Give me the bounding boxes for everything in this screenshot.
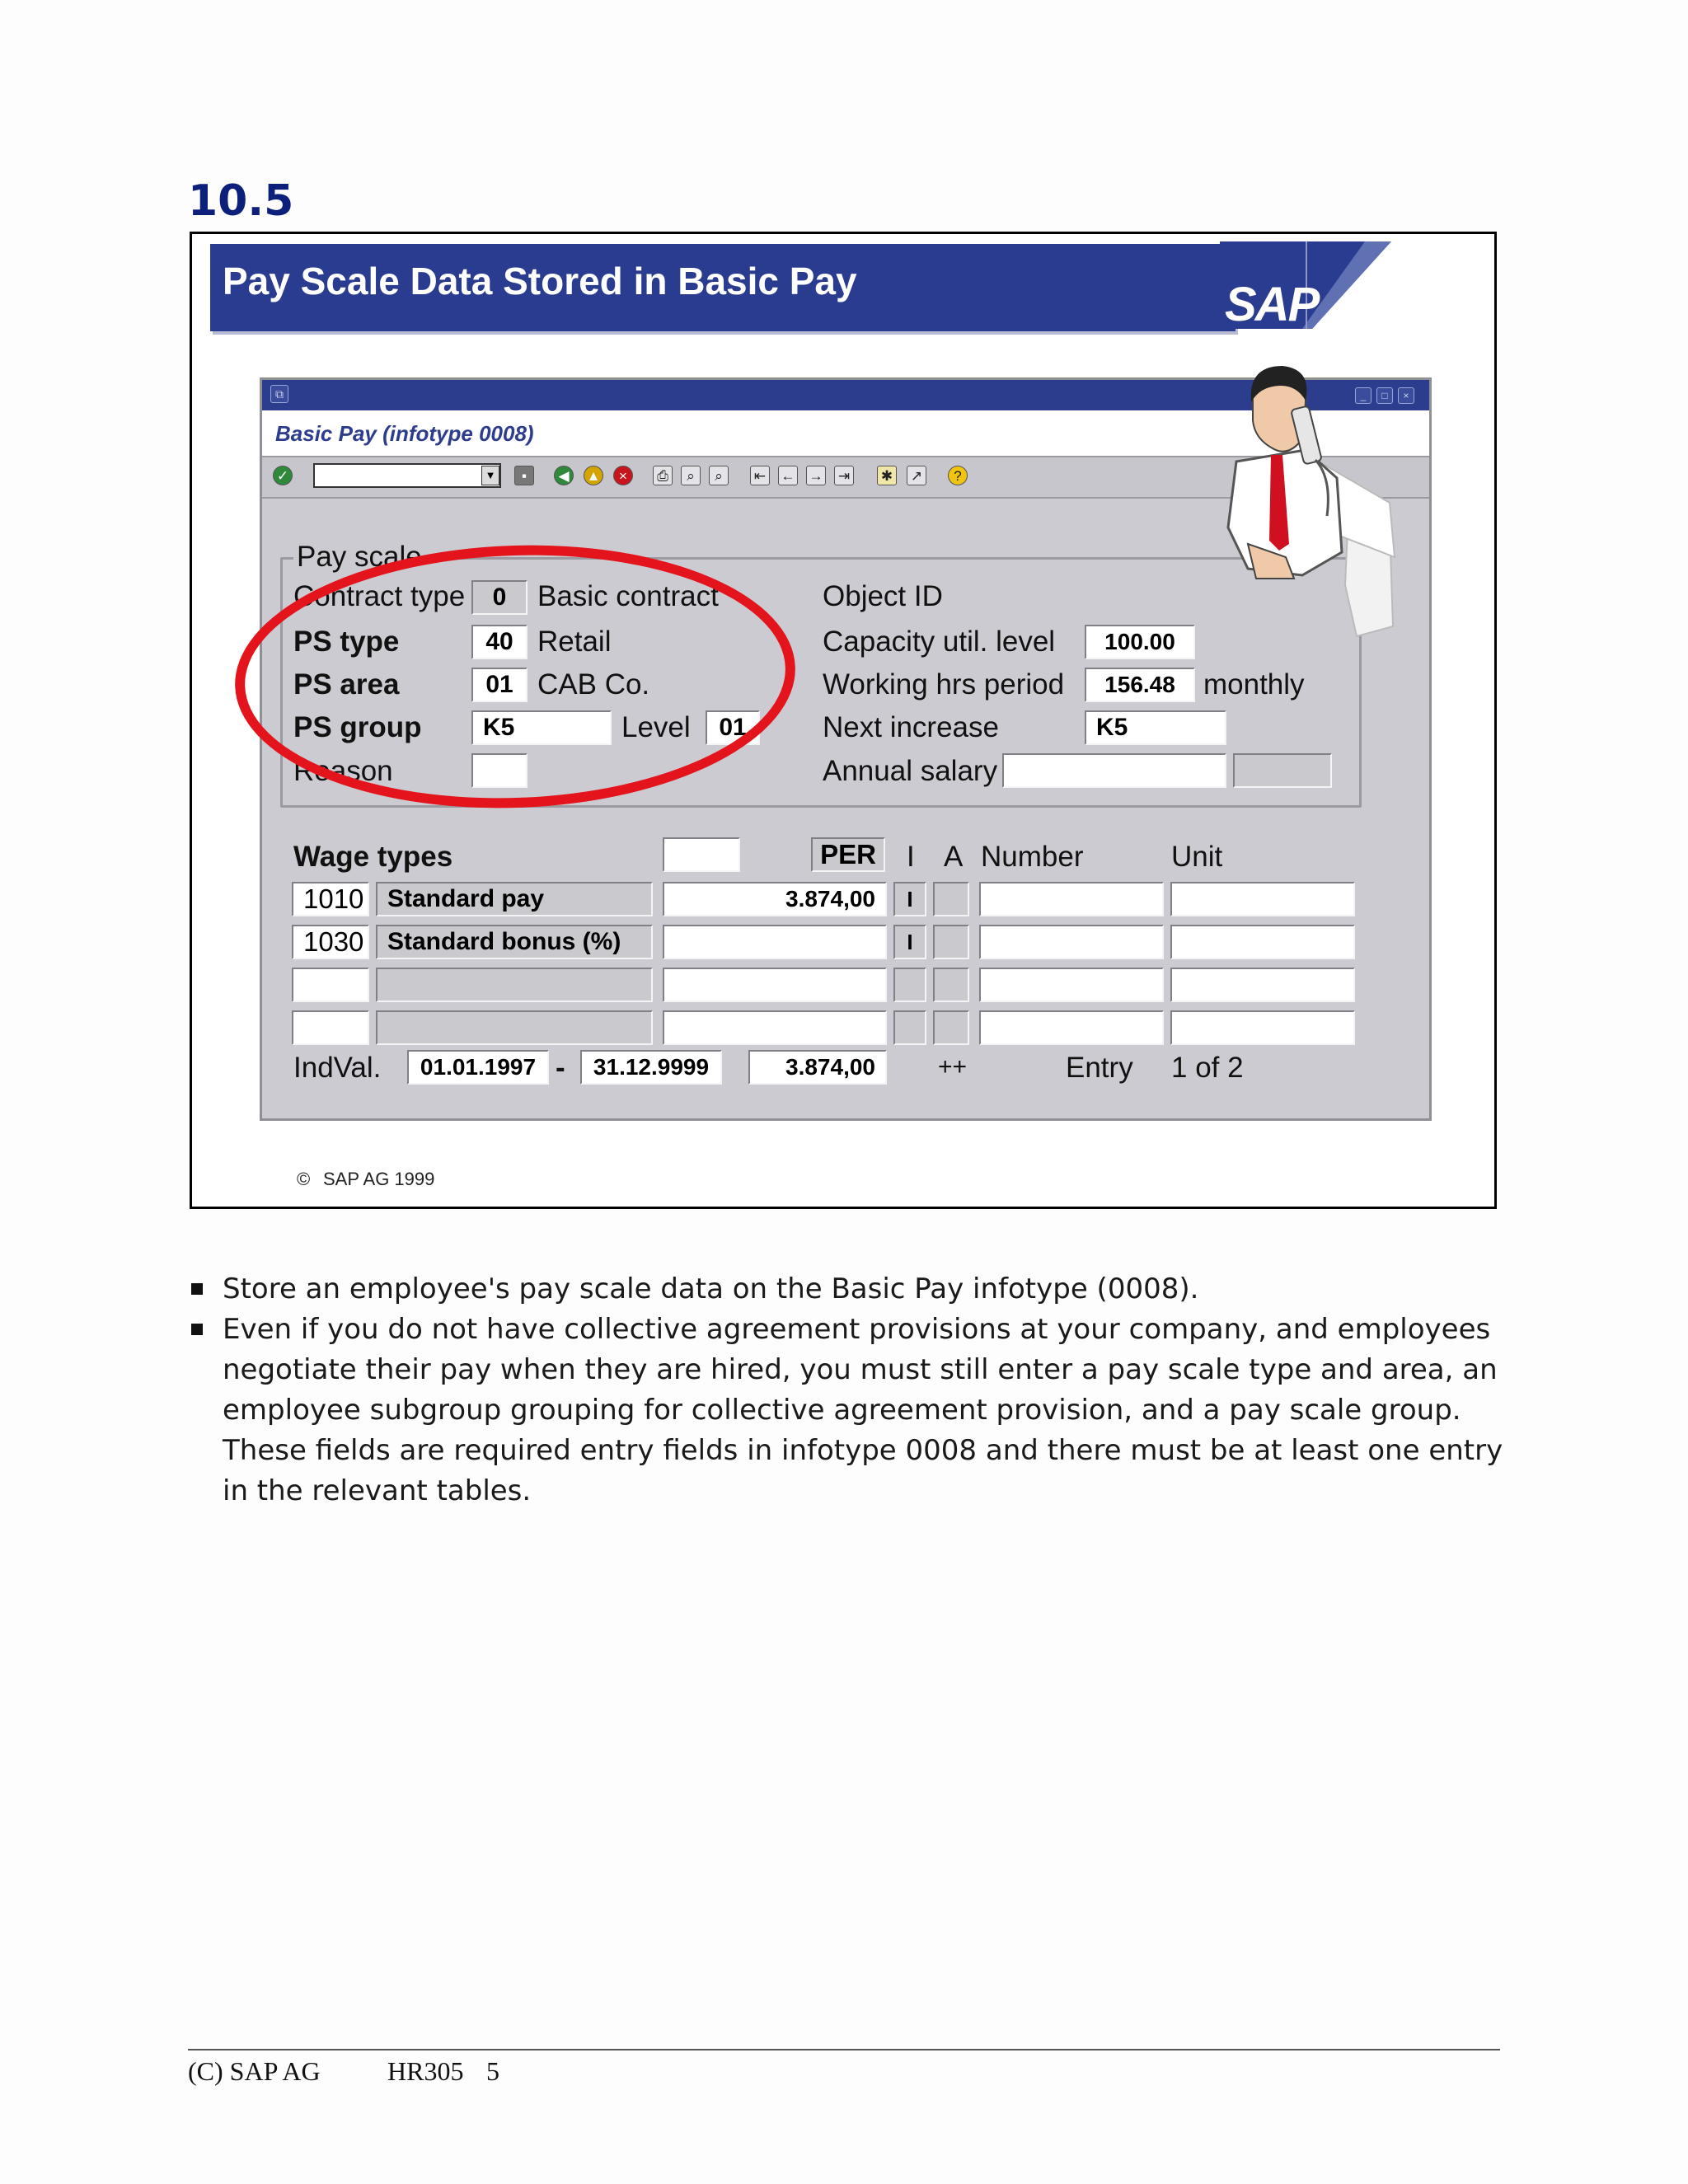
per-label: PER [811, 837, 885, 872]
ps-type-label: PS type [293, 626, 400, 658]
contract-type-text: Basic contract [537, 580, 719, 612]
plusplus-label[interactable]: ++ [938, 1053, 968, 1080]
cancel-icon[interactable]: × [613, 466, 633, 485]
wage-type-text-field: Standard bonus (%) [376, 925, 653, 959]
wage-type-amount-field[interactable]: 3.874,00 [663, 882, 887, 916]
annual-salary-field[interactable] [1002, 753, 1226, 788]
footer-company: (C) SAP AG [188, 2056, 321, 2086]
capacity-util-label: Capacity util. level [823, 626, 1056, 658]
bullet-text: Even if you do not have collective agreement provisions at your company, and employees negotiate their pay when they are hired, you must still enter a pay scale type and area, an employee subgroup grouping for collective agreement provision, and a pay scale group. These fields are required entry fields in infotype 0008 and there must be at least one entry in the relevant tables. [223, 1313, 1503, 1507]
minimize-icon[interactable]: _ [1355, 387, 1372, 404]
entry-count: 1 of 2 [1171, 1052, 1244, 1084]
wage-type-code-field[interactable] [292, 1010, 369, 1045]
slide-copyright: SAP AG 1999 [323, 1169, 435, 1189]
next-increase-label: Next increase [823, 711, 999, 743]
date-separator: - [556, 1052, 565, 1084]
next-increase-field[interactable]: K5 [1085, 710, 1226, 745]
next-page-icon[interactable]: → [806, 466, 826, 485]
entry-label: Entry [1066, 1052, 1133, 1084]
wage-type-a-field [933, 1010, 969, 1045]
wage-type-i-field [893, 968, 926, 1002]
annual-salary-label: Annual salary [823, 755, 998, 787]
wage-type-i-field: I [893, 925, 926, 959]
create-session-icon[interactable]: ✱ [877, 466, 897, 485]
ps-type-text: Retail [537, 626, 612, 658]
valid-from-field[interactable]: 01.01.1997 [407, 1050, 549, 1085]
command-field[interactable] [313, 463, 501, 488]
column-number-header: Number [981, 841, 1084, 873]
wage-type-unit-field[interactable] [1170, 1010, 1355, 1045]
wage-type-a-field [933, 882, 969, 916]
slide-title: Pay Scale Data Stored in Basic Pay [223, 260, 857, 302]
save-icon[interactable]: ▪ [514, 466, 534, 485]
wage-type-number-field[interactable] [979, 968, 1164, 1002]
wage-type-text-field [376, 968, 653, 1002]
wage-type-a-field [933, 925, 969, 959]
wage-type-i-field: I [893, 882, 926, 916]
wage-type-text-field [376, 1010, 653, 1045]
window-menu-icon[interactable]: ⧉ [270, 385, 288, 403]
businessman-illustration [1203, 363, 1398, 692]
sap-logo-text: SAP [1225, 278, 1319, 331]
indval-label: IndVal. [293, 1052, 382, 1084]
shortcut-icon[interactable]: ↗ [907, 466, 926, 485]
ps-area-text: CAB Co. [537, 668, 650, 701]
wage-type-number-field[interactable] [979, 1010, 1164, 1045]
footer-course: HR305 [387, 2056, 464, 2086]
footer-page: 5 [486, 2056, 499, 2086]
ps-type-field[interactable]: 40 [471, 625, 528, 659]
column-a-header: A [944, 841, 964, 873]
ps-area-label: PS area [293, 668, 400, 701]
back-icon[interactable]: ◀ [554, 466, 574, 485]
wage-type-number-field[interactable] [979, 925, 1164, 959]
working-hrs-label: Working hrs period [823, 668, 1065, 701]
section-number: 10.5 [188, 176, 294, 226]
wage-type-code-field[interactable]: 1010 [292, 882, 369, 916]
footer-rule [188, 2049, 1500, 2050]
close-icon[interactable]: × [1398, 387, 1414, 404]
wage-type-number-field[interactable] [979, 882, 1164, 916]
wage-type-unit-field[interactable] [1170, 968, 1355, 1002]
bullet-item [188, 1269, 1515, 1310]
maximize-icon[interactable]: □ [1376, 387, 1393, 404]
annual-salary-currency-field[interactable] [1233, 753, 1332, 788]
copyright-symbol: © [297, 1169, 311, 1189]
wage-type-text-field: Standard pay [376, 882, 653, 916]
wage-type-filter-field[interactable] [663, 837, 740, 872]
wage-type-a-field [933, 968, 969, 1002]
pay-scale-group-label: Pay scale [293, 541, 425, 574]
ps-area-field[interactable]: 01 [471, 668, 528, 702]
wage-type-amount-field[interactable] [663, 925, 887, 959]
wage-type-unit-field[interactable] [1170, 925, 1355, 959]
find-next-icon[interactable]: ⌕ [709, 466, 729, 485]
column-i-header: I [907, 841, 915, 873]
wage-type-amount-field[interactable] [663, 1010, 887, 1045]
print-icon[interactable]: ⎙ [653, 466, 673, 485]
exit-icon[interactable]: ▲ [584, 466, 603, 485]
object-id-label: Object ID [823, 580, 943, 612]
bullet-list [188, 1269, 1515, 1511]
wage-type-unit-field[interactable] [1170, 882, 1355, 916]
bullet-marker [191, 1324, 203, 1335]
working-hrs-field[interactable]: 156.48 [1085, 668, 1195, 702]
column-unit-header: Unit [1171, 841, 1223, 873]
first-page-icon[interactable]: ⇤ [750, 466, 770, 485]
wage-type-code-field[interactable] [292, 968, 369, 1002]
contract-type-label: Contract type [293, 580, 466, 612]
valid-to-field[interactable]: 31.12.9999 [580, 1050, 722, 1085]
window-subtitle: Basic Pay (infotype 0008) [275, 421, 534, 446]
ps-group-label: PS group [293, 711, 422, 743]
previous-page-icon[interactable]: ← [778, 466, 798, 485]
capacity-util-field[interactable]: 100.00 [1085, 625, 1195, 659]
contract-type-field[interactable]: 0 [471, 580, 528, 615]
total-amount-field: 3.874,00 [748, 1050, 887, 1085]
wage-type-code-field[interactable]: 1030 [292, 925, 369, 959]
chevron-down-icon[interactable]: ▼ [481, 466, 499, 485]
bullet-marker [191, 1283, 203, 1295]
find-icon[interactable]: ⌕ [681, 466, 701, 485]
working-hrs-unit: monthly [1203, 668, 1305, 701]
wage-type-i-field [893, 1010, 926, 1045]
ps-group-field[interactable]: K5 [471, 710, 612, 745]
wage-type-amount-field[interactable] [663, 968, 887, 1002]
check-icon[interactable]: ✓ [273, 466, 293, 485]
bullet-item [188, 1310, 1515, 1511]
bullet-text: Store an employee's pay scale data on the Basic Pay infotype (0008). [223, 1272, 1199, 1305]
wage-types-label: Wage types [293, 841, 453, 873]
last-page-icon[interactable]: ⇥ [834, 466, 854, 485]
reason-label: Reason [293, 755, 393, 787]
level-label: Level [621, 711, 691, 743]
help-icon[interactable]: ? [948, 466, 968, 485]
level-field[interactable]: 01 [706, 710, 760, 745]
